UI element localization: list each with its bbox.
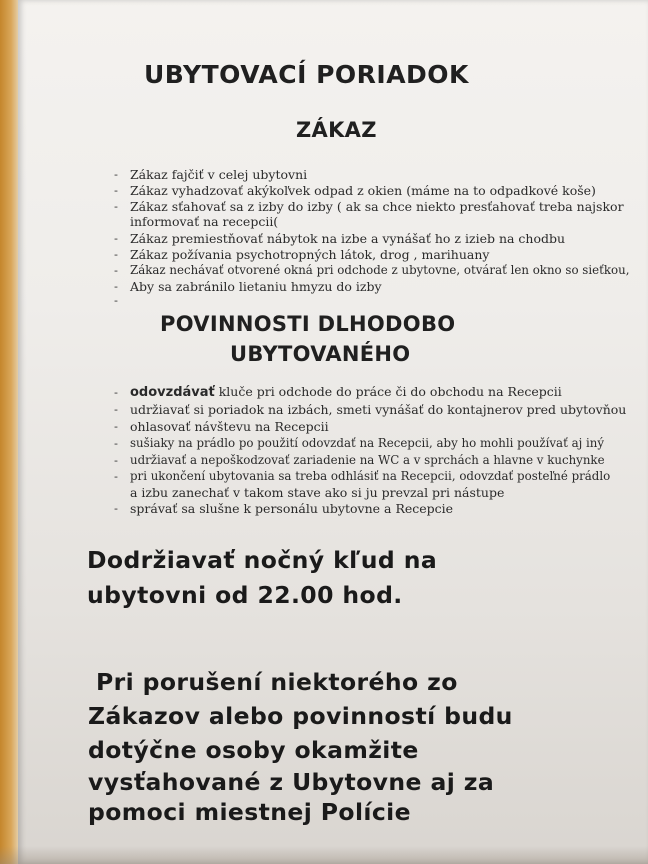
zakaz-item-5: Zákaz požívania psychotropných látok, drog , marihuany: [130, 247, 490, 262]
warning-line2: Zákazov alebo povinností budu: [88, 702, 513, 730]
bullet-marker: -: [114, 248, 118, 261]
section-povinnosti-heading-line1: POVINNOSTI DLHODOBO: [160, 312, 456, 336]
povinnosti-item-5: udržiavať a nepoškodzovať zariadenie na WC a v sprchách a hlavne v kuchynke: [130, 453, 605, 467]
bullet-marker: -: [114, 454, 118, 467]
warning-line5: pomoci miestnej Polície: [88, 798, 411, 826]
bullet-marker: -: [114, 280, 118, 293]
notice-sheet: [18, 0, 648, 864]
bullet-marker: -: [114, 470, 118, 483]
bullet-marker: -: [114, 437, 118, 450]
photo-bottom-shadow: [0, 846, 648, 864]
bullet-marker: -: [114, 232, 118, 245]
povinnosti-item-3: ohlasovať návštevu na Recepcii: [130, 419, 329, 434]
bullet-marker: -: [114, 403, 118, 416]
warning-line4: vysťahované z Ubytovne aj za: [88, 768, 495, 796]
warning-line1: Pri porušení niektorého zo: [96, 668, 458, 696]
bullet-marker: -: [114, 184, 118, 197]
zakaz-item-7: Aby sa zabránilo lietaniu hmyzu do izby: [130, 279, 382, 294]
zakaz-item-4: Zákaz premiestňovať nábytok na izbe a vynášať ho z izieb na chodbu: [130, 231, 566, 246]
document-title: UBYTOVACÍ PORIADOK: [144, 60, 469, 89]
night-rest-line1: Dodržiavať nočný kľud na: [87, 546, 438, 574]
povinnosti-item-4: sušiaky na prádlo po použití odovzdať na Recepcii, aby ho mohli používať aj iný: [130, 436, 605, 450]
night-rest-line2: ubytovni od 22.00 hod.: [87, 581, 403, 609]
povinnosti-item-1-text: kluče pri odchode do práce či do obchodu na Recepcii: [218, 384, 562, 399]
zakaz-item-3-continued: informovať na recepcii(: [130, 214, 279, 229]
bullet-marker: -: [114, 200, 118, 213]
door-frame-edge: [0, 0, 20, 864]
warning-line3: dotýčne osoby okamžite: [88, 736, 419, 764]
bullet-marker: -: [114, 386, 118, 399]
bullet-marker: -: [114, 264, 118, 277]
bullet-marker: -: [114, 502, 118, 515]
povinnosti-item-6-continued: a izbu zanechať v takom stave ako si ju prevzal pri nástupe: [130, 485, 505, 500]
zakaz-item-2: Zákaz vyhadzovať akýkoľvek odpad z okien (máme na to odpadkové koše): [130, 183, 596, 198]
povinnosti-item-2: udržiavať si poriadok na izbách, smeti vynášať do kontajnerov pred ubytovňou: [130, 402, 627, 417]
section-povinnosti-heading-line2: UBYTOVANÉHO: [230, 342, 411, 366]
bullet-marker: -: [114, 168, 118, 181]
zakaz-item-1: Zákaz fajčiť v celej ubytovni: [130, 167, 308, 182]
povinnosti-item-7: správať sa slušne k personálu ubytovne a Recepcie: [130, 501, 454, 516]
povinnosti-item-6: pri ukončení ubytovania sa treba odhlásiť na Recepcii, odovzdať posteľné prádlo: [130, 469, 611, 483]
povinnosti-item-1-bold: odovzdávať: [130, 385, 215, 400]
bullet-marker: -: [114, 294, 118, 307]
bullet-marker: -: [114, 420, 118, 433]
zakaz-item-6: Zákaz nechávať otvorené okná pri odchode z ubytovne, otvárať len okno so sieťkou,: [130, 263, 630, 277]
zakaz-item-3: Zákaz sťahovať sa z izby do izby ( ak sa chce niekto presťahovať treba najskor: [130, 199, 624, 214]
povinnosti-item-1: [130, 384, 562, 400]
section-zakaz-heading: ZÁKAZ: [296, 118, 377, 142]
